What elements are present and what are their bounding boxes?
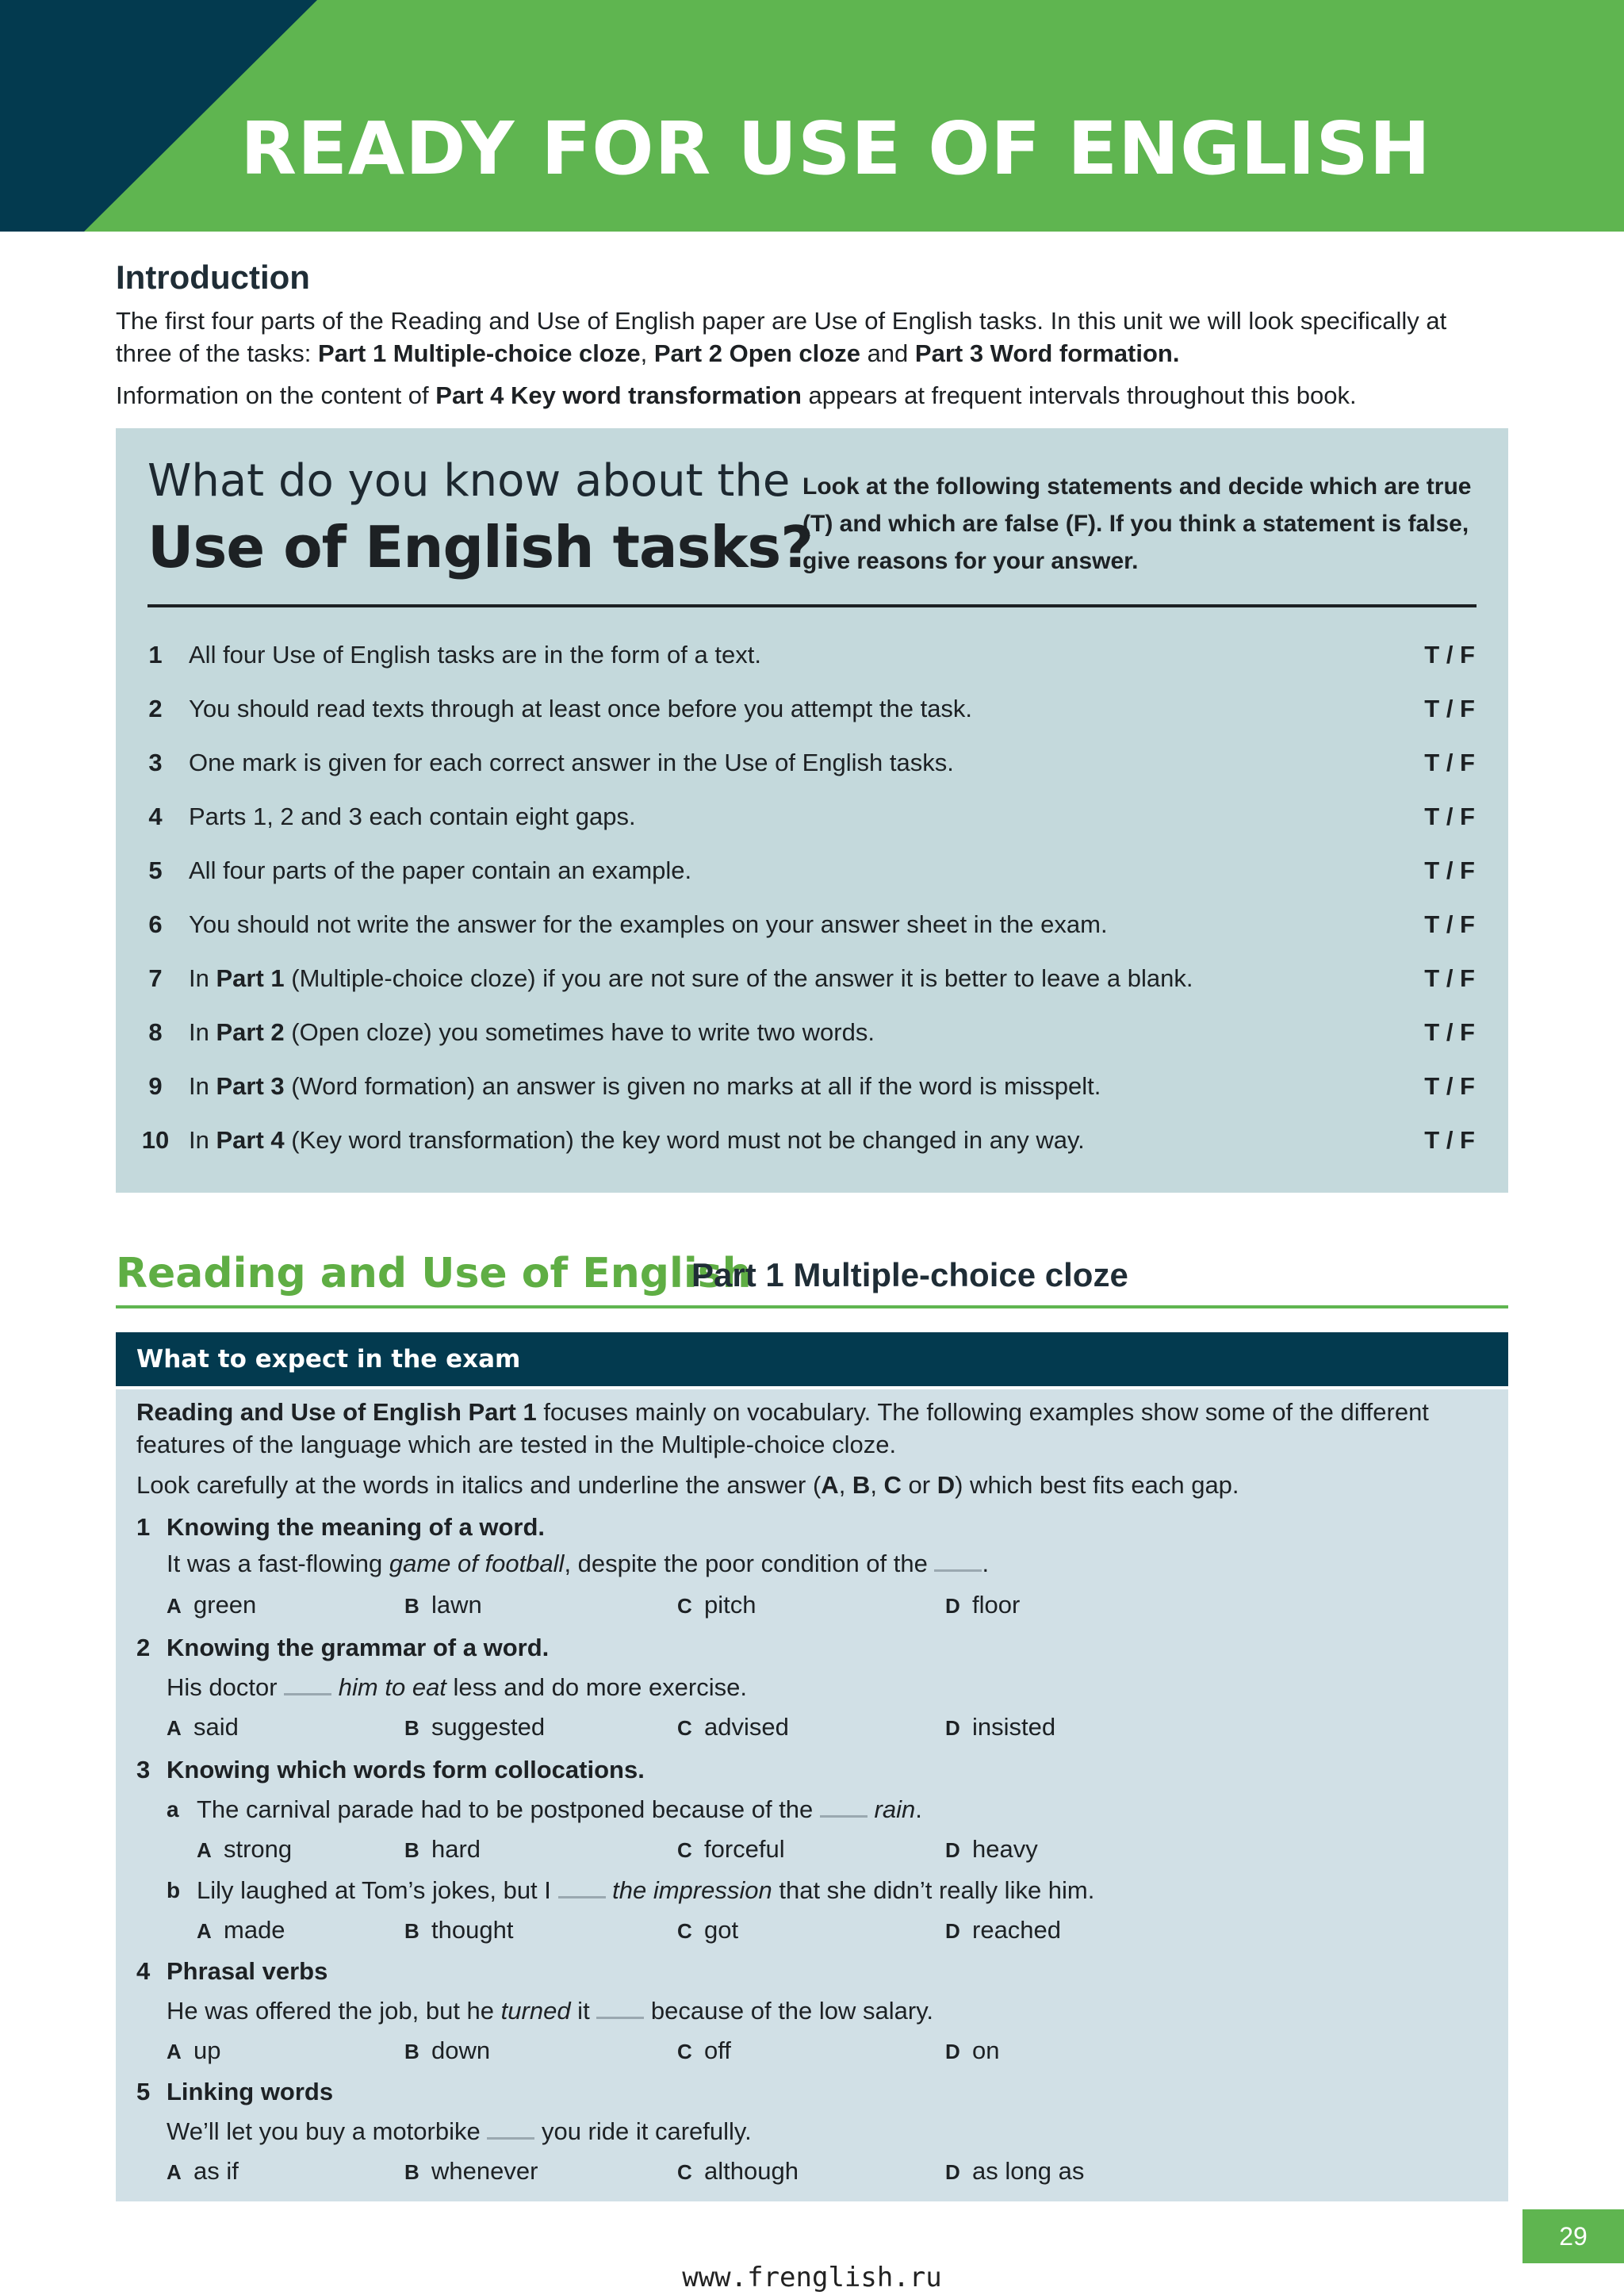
- statement-number: 9: [148, 1072, 163, 1100]
- statement-number: 5: [148, 856, 163, 884]
- option-text: green: [193, 1591, 257, 1619]
- option-text: whenever: [431, 2157, 538, 2185]
- option-text: thought: [431, 1916, 514, 1944]
- option-b: [404, 1713, 545, 1741]
- statement-pre: In: [189, 1072, 216, 1100]
- option-text: got: [704, 1916, 739, 1944]
- option-text: suggested: [431, 1713, 546, 1741]
- statement-pre: All four parts of the paper contain an example.: [189, 856, 692, 884]
- option-text: said: [193, 1713, 239, 1741]
- statement-pre: You should not write the answer for the examples on your answer sheet in the exam.: [189, 910, 1108, 938]
- statement-pre: You should read texts through at least once before you attempt the task.: [189, 695, 973, 722]
- option-d: [945, 1916, 1061, 1944]
- quiz-box: [116, 428, 1508, 1193]
- item-3-heading: [136, 1756, 645, 1784]
- option-a: [197, 1835, 292, 1864]
- item-3b-options: [197, 1916, 1465, 1948]
- expect-text: focuses mainly on vocabulary. The following examples show some of the different features of the language which are tested in the Multiple-choice cloze.: [136, 1398, 1429, 1458]
- item-3a-sentence: [197, 1795, 922, 1824]
- sentence-italic: rain: [874, 1795, 916, 1823]
- letter-d: D: [936, 1471, 956, 1499]
- introduction-paragraph-2: [116, 379, 1508, 412]
- intro-bold-part3: Part 3 Word formation.: [914, 339, 1180, 367]
- intro-text: The first four parts of the Reading and Use of English paper are Use of English tasks. In this unit we will look specifically at three of the tasks:: [116, 307, 1447, 367]
- quiz-instructions: Look at the following statements and decide which are true (T) and which are false (F). If you think a statement is false, give reasons for your answer.: [802, 473, 1472, 574]
- header-banner: [0, 0, 1624, 232]
- option-b: [404, 1916, 513, 1944]
- option-letter: A: [197, 1838, 212, 1862]
- item-title: Knowing which words form collocations.: [167, 1756, 645, 1784]
- item-2-heading: [136, 1634, 549, 1662]
- true-false-label: T / F: [1424, 641, 1475, 669]
- option-letter: D: [945, 2160, 960, 2184]
- sentence-italic: turned: [500, 1997, 571, 2025]
- option-text: up: [193, 2036, 221, 2064]
- statement-pre: All four Use of English tasks are in the form of a text.: [189, 641, 761, 669]
- option-letter: D: [945, 2040, 960, 2063]
- item-3a-options: [197, 1835, 1465, 1867]
- option-letter: B: [404, 1716, 419, 1740]
- option-c: [677, 2157, 799, 2186]
- true-false-label: T / F: [1424, 803, 1475, 830]
- page-number: 29: [1522, 2209, 1624, 2263]
- item-5-sentence: [167, 2117, 752, 2146]
- option-text: down: [431, 2036, 491, 2064]
- item-1-heading: [136, 1513, 545, 1542]
- option-text: floor: [972, 1591, 1021, 1619]
- statement-number: 7: [148, 964, 163, 992]
- option-letter: C: [677, 1716, 692, 1740]
- statement-bold: Part 1: [216, 964, 285, 992]
- true-false-label: T / F: [1424, 1126, 1475, 1154]
- section-divider: [116, 1305, 1508, 1308]
- sentence-text: It was a fast-flowing: [167, 1550, 389, 1577]
- statement-text: [189, 1125, 1085, 1156]
- statement-pre: In: [189, 1126, 216, 1154]
- statement-text: [189, 693, 972, 725]
- sentence-text: .: [982, 1550, 990, 1577]
- statement-bold: Part 3: [216, 1072, 285, 1100]
- answer-gap: [820, 1798, 868, 1818]
- statement-item: [116, 747, 1508, 801]
- statement-item: [116, 639, 1508, 693]
- statement-text: [189, 1017, 875, 1048]
- option-a: [167, 1713, 239, 1741]
- sentence-text: you ride it carefully.: [534, 2117, 752, 2145]
- sentence-text: less and do more exercise.: [446, 1673, 747, 1701]
- statement-item: [116, 801, 1508, 855]
- option-letter: C: [677, 2040, 692, 2063]
- item-number: 3: [136, 1756, 151, 1784]
- option-text: as if: [193, 2157, 239, 2185]
- option-c: [677, 1713, 789, 1741]
- option-letter: A: [167, 2160, 182, 2184]
- option-b: [404, 1835, 481, 1864]
- option-c: [677, 1591, 756, 1619]
- option-text: forceful: [704, 1835, 785, 1863]
- statement-post: (Multiple-choice cloze) if you are not sure of the answer it is better to leave a blank.: [284, 964, 1193, 992]
- intro-text: ,: [640, 339, 654, 367]
- section-heading: Reading and Use of English: [116, 1250, 752, 1297]
- statement-number: 2: [148, 695, 163, 722]
- answer-gap: [558, 1879, 606, 1898]
- option-text: made: [224, 1916, 285, 1944]
- sentence-italic: him to eat: [338, 1673, 446, 1701]
- option-letter: A: [167, 1594, 182, 1618]
- option-letter: C: [677, 2160, 692, 2184]
- answer-gap: [596, 1999, 644, 2019]
- option-text: as long as: [972, 2157, 1085, 2185]
- item-4-sentence: [167, 1997, 933, 2025]
- statement-pre: In: [189, 1018, 216, 1046]
- statement-item: [116, 1071, 1508, 1125]
- option-letter: C: [677, 1919, 692, 1943]
- sentence-text: The carnival parade had to be postponed because of the: [197, 1795, 820, 1823]
- statement-text: [189, 639, 761, 671]
- item-1-sentence: [167, 1550, 989, 1578]
- expect-text: Look carefully at the words in italics and underline the answer (: [136, 1471, 822, 1499]
- quiz-heading-line1: What do you know about the: [147, 455, 791, 507]
- expect-bold: Reading and Use of English Part 1: [136, 1398, 537, 1426]
- option-a: [167, 1591, 256, 1619]
- statement-text: [189, 801, 636, 833]
- statement-item: [116, 693, 1508, 747]
- quiz-divider: [147, 604, 1477, 607]
- item-5-options: [167, 2157, 1435, 2189]
- sentence-text: We’ll let you buy a motorbike: [167, 2117, 488, 2145]
- sentence-text: He was offered the job, but he: [167, 1997, 501, 2025]
- true-false-label: T / F: [1424, 964, 1475, 992]
- option-c: [677, 2036, 731, 2065]
- sentence-text: .: [915, 1795, 922, 1823]
- option-letter: A: [167, 2040, 182, 2063]
- option-letter: B: [404, 2160, 419, 2184]
- option-letter: A: [167, 1716, 182, 1740]
- intro-bold-part1: Part 1 Multiple-choice cloze: [318, 339, 641, 367]
- option-letter: B: [404, 1919, 419, 1943]
- true-false-label: T / F: [1424, 910, 1475, 938]
- option-d: [945, 2036, 999, 2065]
- intro-bold-part4: Part 4 Key word transformation: [435, 381, 802, 409]
- option-letter: C: [677, 1838, 692, 1862]
- intro-text: and: [860, 339, 915, 367]
- sentence-text: because of the low salary.: [644, 1997, 934, 2025]
- item-4-options: [167, 2036, 1435, 2068]
- statement-text: [189, 963, 1193, 994]
- option-letter: D: [945, 1594, 960, 1618]
- option-letter: A: [197, 1919, 212, 1943]
- statement-number: 8: [148, 1018, 163, 1046]
- statement-number: 4: [148, 803, 163, 830]
- intro-text: appears at frequent intervals throughout this book.: [801, 381, 1357, 409]
- statement-text: [189, 909, 1108, 941]
- expect-text: ,: [870, 1471, 884, 1499]
- expect-paragraph-2: [136, 1469, 1492, 1501]
- page-title: READY FOR USE OF ENGLISH: [240, 106, 1431, 191]
- footer-url: www.frenglish.ru: [682, 2262, 942, 2293]
- expect-paragraph-1: [136, 1396, 1492, 1461]
- true-false-label: T / F: [1424, 856, 1475, 884]
- statement-pre: Parts 1, 2 and 3 each contain eight gaps.: [189, 803, 636, 830]
- statement-item: [116, 1125, 1508, 1178]
- sentence-text: , despite the poor condition of the: [564, 1550, 935, 1577]
- statement-text: [189, 747, 954, 779]
- option-letter: D: [945, 1838, 960, 1862]
- option-text: lawn: [431, 1591, 482, 1619]
- intro-bold-part2: Part 2 Open cloze: [653, 339, 860, 367]
- statement-list: [116, 639, 1508, 1178]
- statement-number: 3: [148, 749, 163, 776]
- sentence-italic: game of football: [389, 1550, 565, 1577]
- statement-pre: In: [189, 964, 216, 992]
- option-a: [167, 2036, 220, 2065]
- statement-bold: Part 4: [216, 1126, 285, 1154]
- letter-c: C: [883, 1471, 902, 1499]
- option-text: on: [972, 2036, 1000, 2064]
- statement-item: [116, 963, 1508, 1017]
- option-text: off: [704, 2036, 731, 2064]
- introduction-heading: Introduction: [116, 259, 310, 296]
- option-text: insisted: [972, 1713, 1056, 1741]
- item-number: 2: [136, 1634, 151, 1661]
- expect-text: ,: [838, 1471, 852, 1499]
- option-letter: B: [404, 1838, 419, 1862]
- item-number: 1: [136, 1513, 151, 1541]
- item-1-options: [167, 1591, 1435, 1623]
- sentence-text: that she didn’t really like him.: [772, 1876, 1095, 1904]
- option-text: strong: [224, 1835, 293, 1863]
- true-false-label: T / F: [1424, 695, 1475, 722]
- option-d: [945, 1713, 1055, 1741]
- statement-number: 10: [141, 1126, 170, 1154]
- option-text: heavy: [972, 1835, 1038, 1863]
- option-letter: B: [404, 2040, 419, 2063]
- statement-pre: One mark is given for each correct answer in the Use of English tasks.: [189, 749, 954, 776]
- option-text: pitch: [704, 1591, 756, 1619]
- item-number: 4: [136, 1957, 151, 1985]
- statement-post: (Open cloze) you sometimes have to write two words.: [284, 1018, 875, 1046]
- option-text: advised: [704, 1713, 789, 1741]
- expect-text: or: [901, 1471, 937, 1499]
- option-b: [404, 2157, 538, 2186]
- option-letter: D: [945, 1919, 960, 1943]
- introduction-paragraph-1: [116, 305, 1508, 370]
- statement-post: (Word formation) an answer is given no marks at all if the word is misspelt.: [284, 1072, 1101, 1100]
- quiz-heading-line2: Use of English tasks?: [147, 514, 813, 580]
- statement-item: [116, 909, 1508, 963]
- item-3b-sentence: [197, 1876, 1094, 1905]
- statement-bold: Part 2: [216, 1018, 285, 1046]
- statement-text: [189, 1071, 1101, 1102]
- statement-number: 1: [148, 641, 163, 669]
- statement-text: [189, 855, 691, 887]
- expect-box: [116, 1389, 1508, 2201]
- expect-text: ) which best fits each gap.: [955, 1471, 1239, 1499]
- option-b: [404, 2036, 490, 2065]
- option-text: although: [704, 2157, 799, 2185]
- true-false-label: T / F: [1424, 1018, 1475, 1046]
- item-3a-label: a: [167, 1797, 179, 1822]
- statement-item: [116, 1017, 1508, 1071]
- option-letter: C: [677, 1594, 692, 1618]
- item-title: Knowing the meaning of a word.: [167, 1513, 546, 1541]
- sentence-text: Lily laughed at Tom’s jokes, but I: [197, 1876, 558, 1904]
- item-title: Knowing the grammar of a word.: [167, 1634, 550, 1661]
- sentence-text: it: [570, 1997, 597, 2025]
- item-title: Phrasal verbs: [167, 1957, 328, 1985]
- option-text: hard: [431, 1835, 481, 1863]
- letter-a: A: [821, 1471, 839, 1499]
- item-2-sentence: [167, 1673, 747, 1702]
- letter-b: B: [852, 1471, 871, 1499]
- answer-gap: [934, 1552, 982, 1572]
- true-false-label: T / F: [1424, 1072, 1475, 1100]
- option-a: [197, 1916, 285, 1944]
- sentence-italic: the impression: [612, 1876, 772, 1904]
- section-subheading: Part 1 Multiple-choice cloze: [691, 1256, 1128, 1293]
- statement-post: (Key word transformation) the key word must not be changed in any way.: [284, 1126, 1085, 1154]
- item-number: 5: [136, 2078, 151, 2105]
- answer-gap: [487, 2120, 534, 2140]
- option-d: [945, 1835, 1038, 1864]
- option-b: [404, 1591, 482, 1619]
- item-2-options: [167, 1713, 1435, 1745]
- item-5-heading: [136, 2078, 333, 2106]
- option-d: [945, 2157, 1084, 2186]
- item-title: Linking words: [167, 2078, 334, 2105]
- sentence-text: His doctor: [167, 1673, 285, 1701]
- option-c: [677, 1916, 738, 1944]
- item-4-heading: [136, 1957, 327, 1986]
- option-a: [167, 2157, 239, 2186]
- statement-number: 6: [148, 910, 163, 938]
- option-text: reached: [972, 1916, 1062, 1944]
- item-3b-label: b: [167, 1878, 181, 1902]
- expect-header: What to expect in the exam: [116, 1332, 1508, 1386]
- true-false-label: T / F: [1424, 749, 1475, 776]
- option-d: [945, 1591, 1020, 1619]
- option-c: [677, 1835, 785, 1864]
- option-letter: D: [945, 1716, 960, 1740]
- answer-gap: [284, 1676, 331, 1695]
- intro-text: Information on the content of: [116, 381, 436, 409]
- option-letter: B: [404, 1594, 419, 1618]
- statement-item: [116, 855, 1508, 909]
